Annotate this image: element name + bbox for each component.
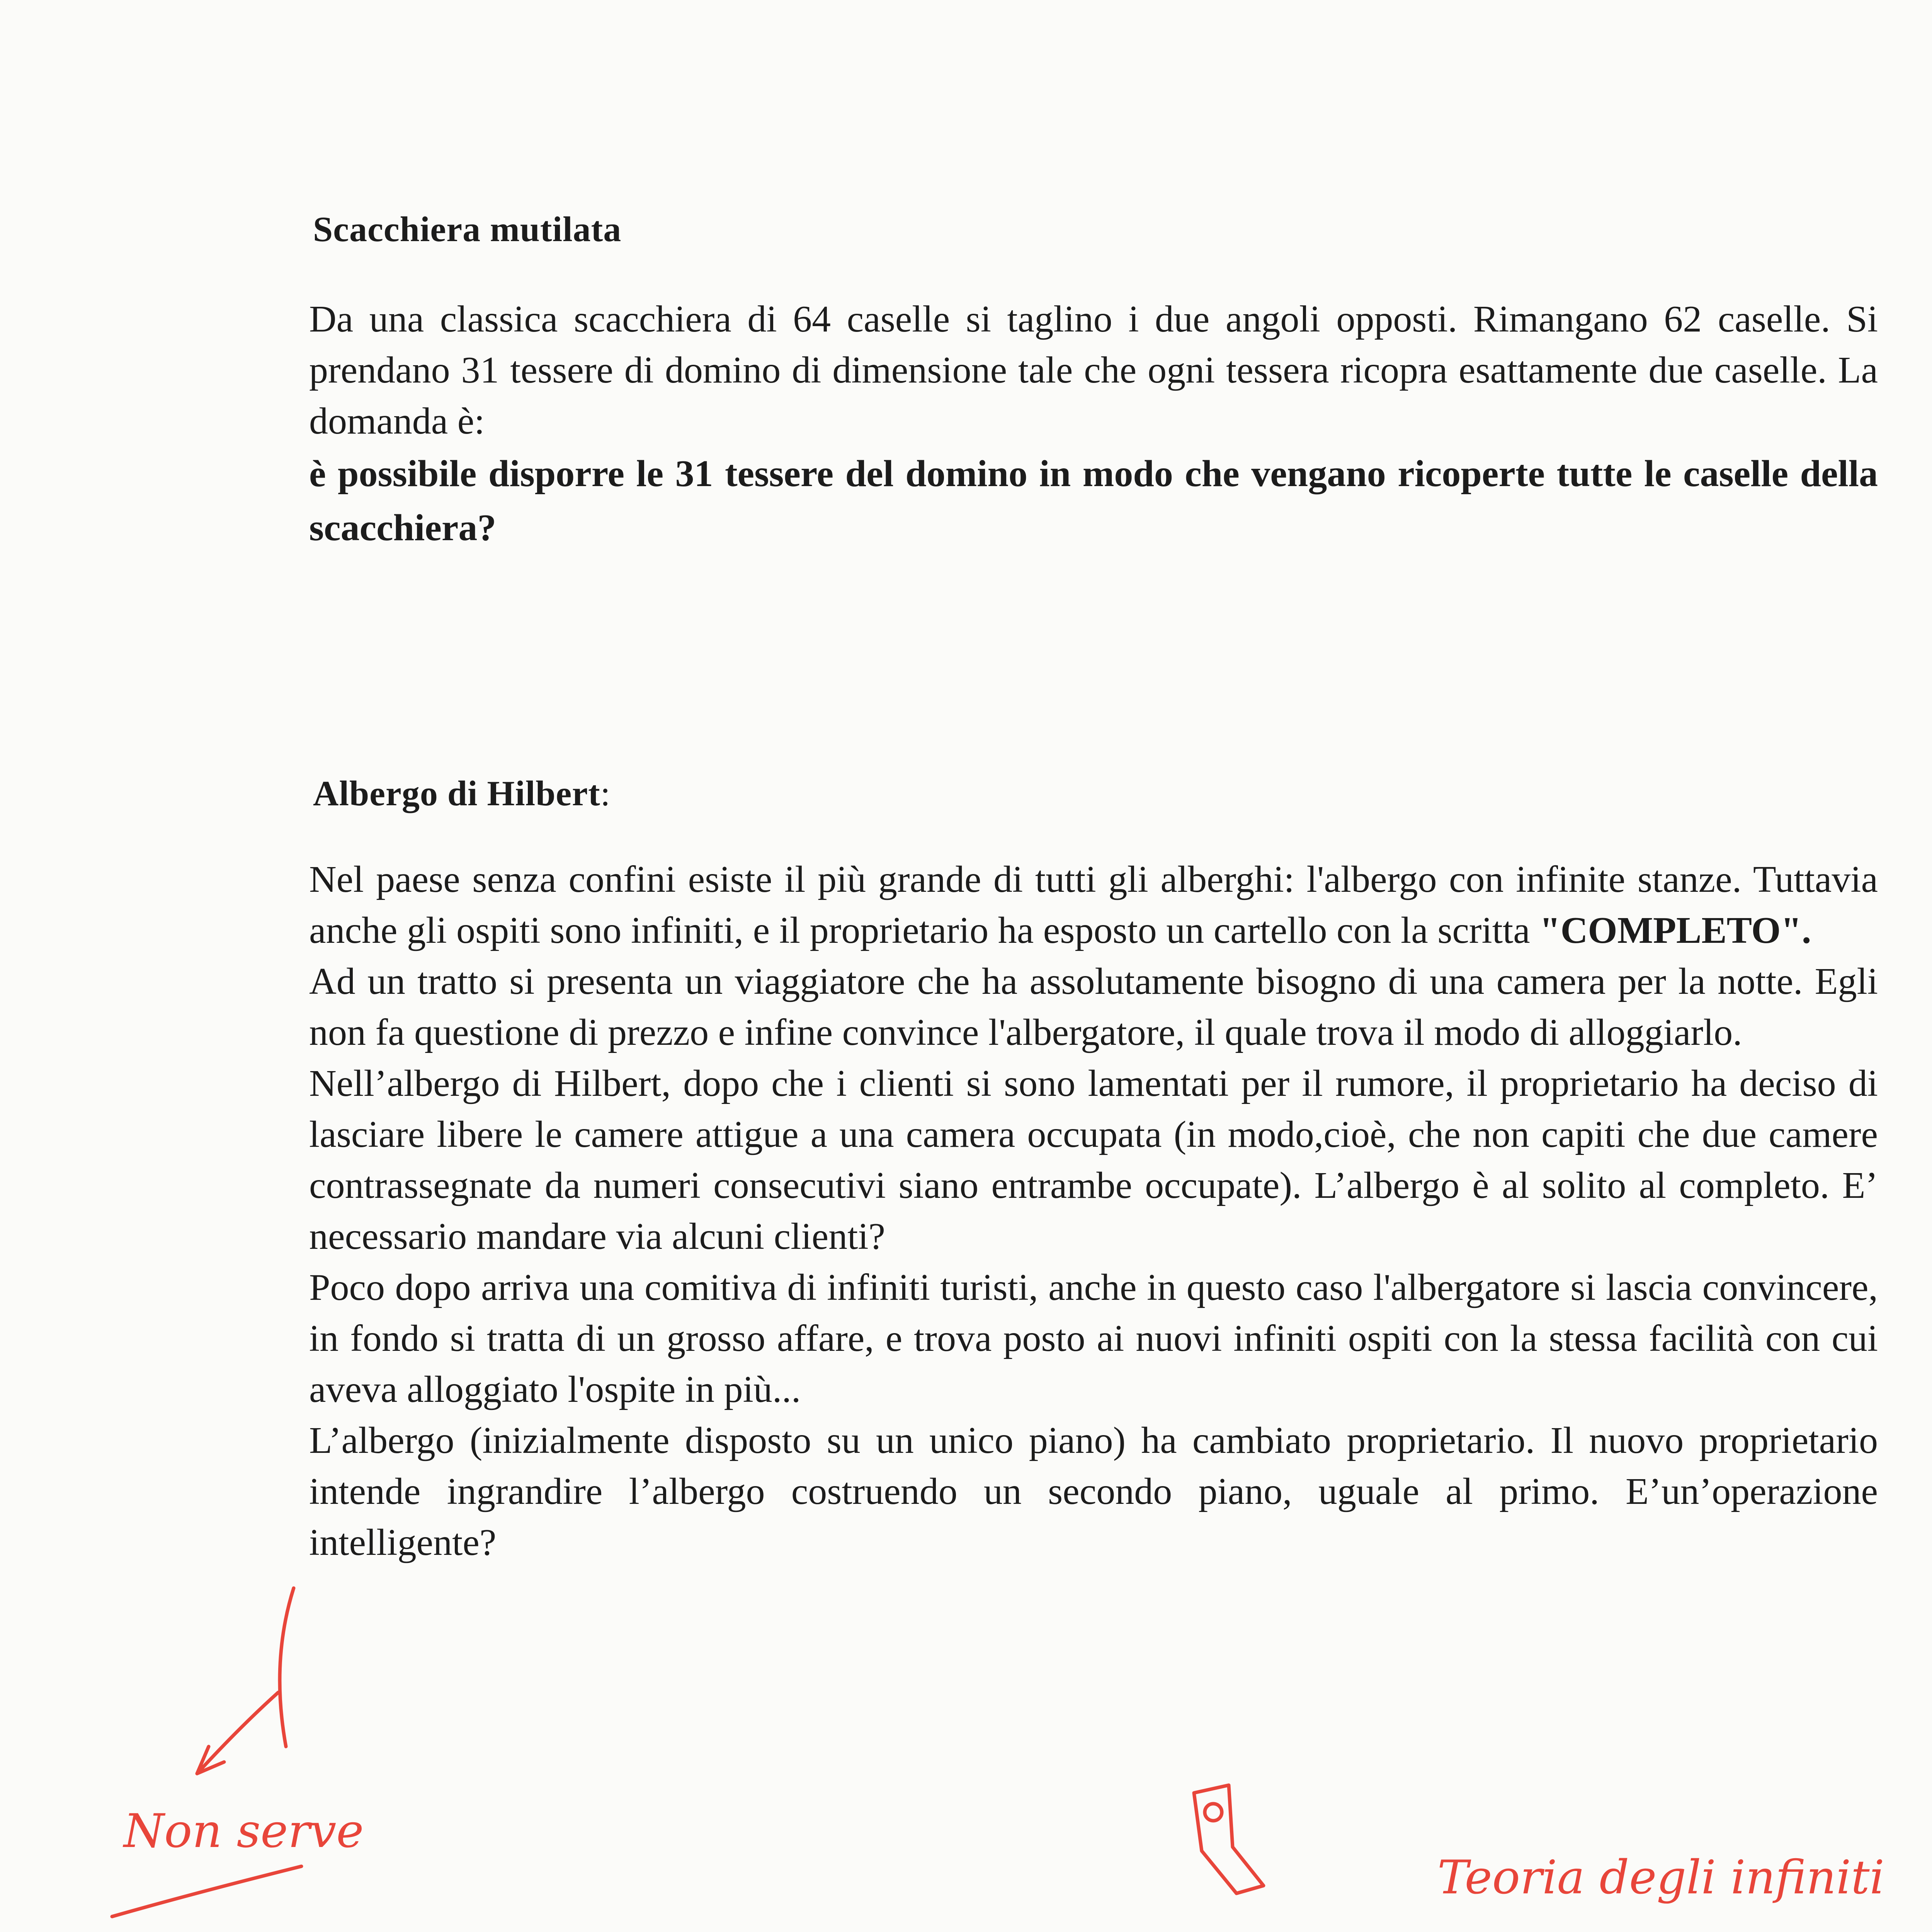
annotation-non-serve: Non serve [124,1804,364,1858]
hilbert-paragraph-2: Ad un tratto si presenta un viaggiatore che ha assolutamente bisogno di una camera per la notte. Egli non fa questione di prezzo e infine convince l'albergatore, il quale trova il modo di alloggiarlo. [309,961,1878,1053]
hilbert-title-text: Albergo di Hilbert [313,774,600,813]
scacchiera-text: Da una classica scacchiera di 64 caselle si taglino i due angoli opposti. Rimangano 62 caselle. Si prendano 31 tessere di domino di dimensione tale che ogni tessera ricopra esattamente due caselle. La domanda è: [309,298,1878,442]
hilbert-paragraph-4: Poco dopo arriva una comitiva di infiniti turisti, anche in questo caso l'albergatore si lascia convincere, in fondo si tratta di un grosso affare, e trova posto ai nuovi infiniti ospiti con la stessa facilità con cui aveva alloggiato l'ospite in più... [309,1267,1878,1410]
hilbert-title-colon: : [600,774,611,813]
annotation-bracket [280,1588,294,1747]
annotation-arrow-non-serve [197,1692,278,1774]
section-title-scacchiera: Scacchiera mutilata [313,209,622,249]
annotation-teoria: Teoria degli infiniti [1437,1851,1884,1905]
hilbert-completo-sign: "COMPLETO". [1539,910,1811,951]
scacchiera-question: è possibile disporre le 31 tessere del domino in modo che vengano ricoperte tutte le caselle della scacchiera? [309,453,1878,549]
hilbert-p1-text: Nel paese senza confini esiste il più grande di tutti gli alberghi: l'albergo con infinite stanze. Tuttavia anche gli ospiti sono infiniti, e il proprietario ha esposto un cartello con la scritta [309,859,1878,951]
annotation-underline-non-serve [112,1866,301,1917]
annotation-sketch-dot [1205,1804,1222,1821]
hilbert-paragraph-5: L’albergo (inizialmente disposto su un unico piano) ha cambiato proprietario. Il nuovo proprietario intende ingrandire l’albergo costruendo un secondo piano, uguale al primo. E’un’operazione intelligente? [309,1420,1878,1563]
annotation-sketch [1194,1785,1264,1893]
hilbert-paragraph-3: Nell’albergo di Hilbert, dopo che i clienti si sono lamentati per il rumore, il proprietario ha deciso di lasciare libere le camere attigue a una camera occupata (in modo,cioè, che non capiti che due camere contrassegnate da numeri consecutivi siano entrambe occupate). L’albergo è al solito al completo. E’ necessario mandare via alcuni clienti? [309,1063,1878,1257]
